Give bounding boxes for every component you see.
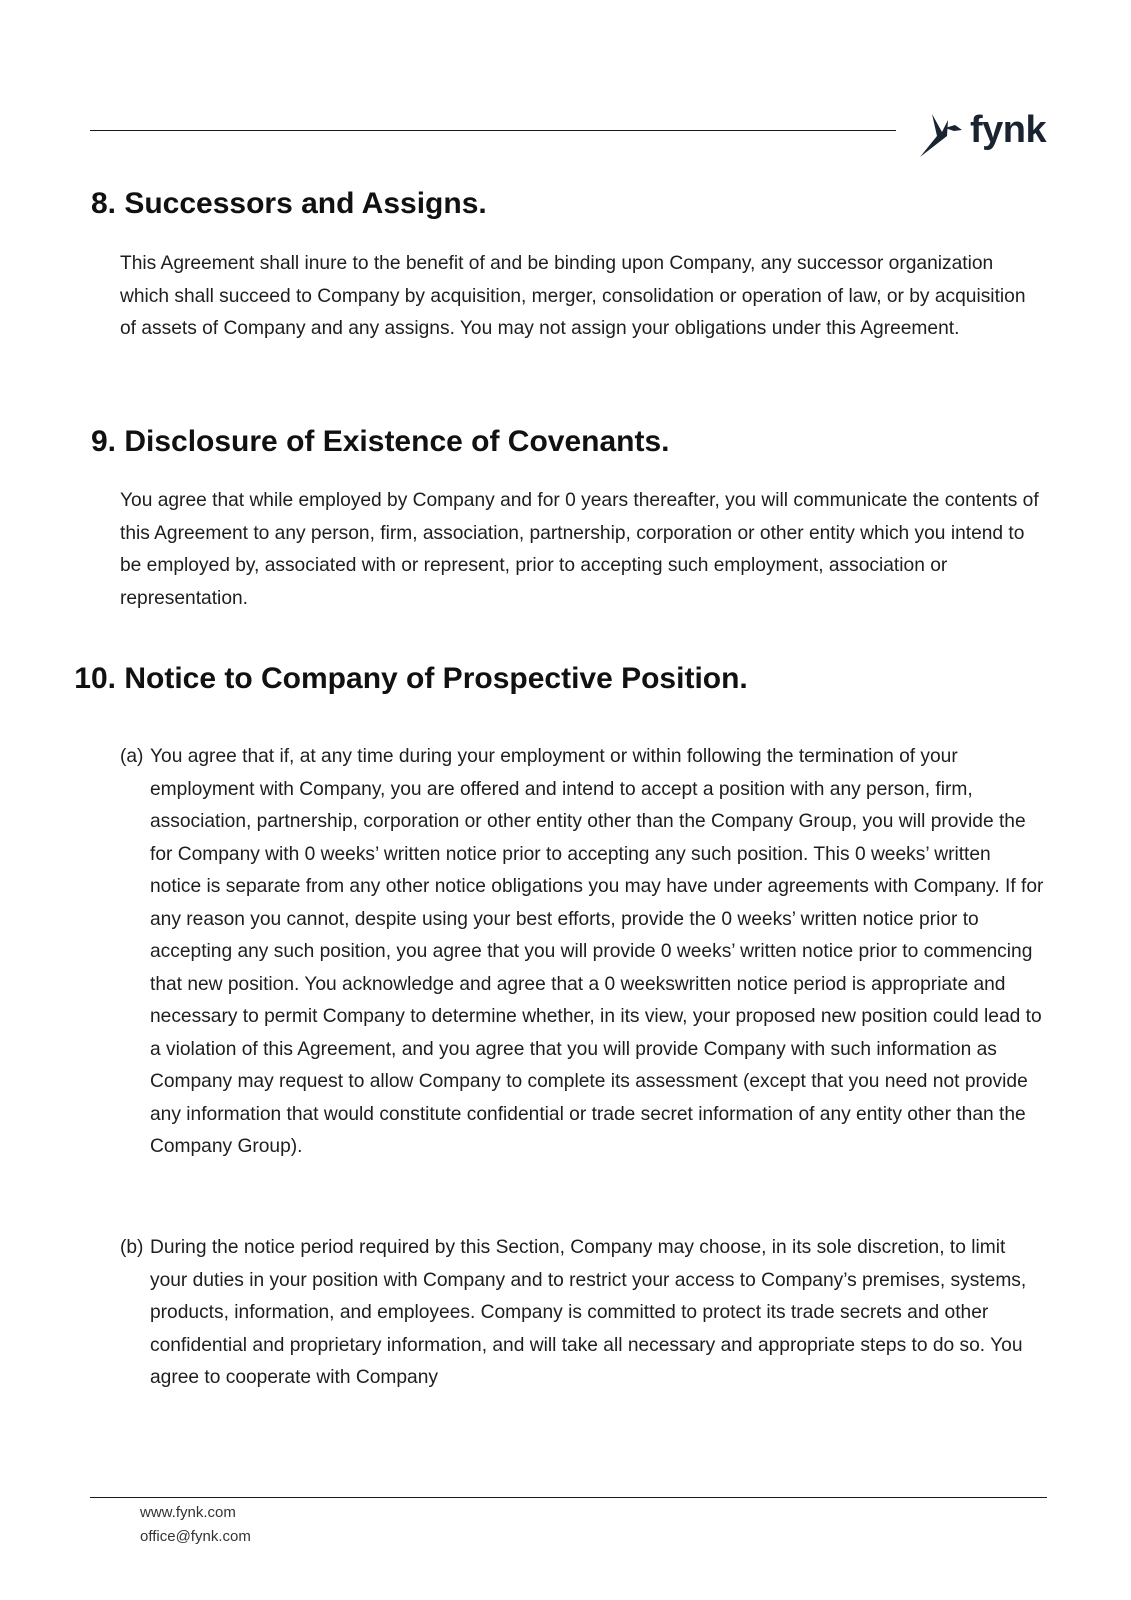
section-10-item-a bbox=[120, 741, 1045, 1164]
item-label: (a) bbox=[120, 746, 144, 767]
section-10-heading bbox=[66, 661, 748, 697]
item-text: You agree that if, at any time during your employment or within following the termination of your employment with Company, you are offered and intend to accept a position with any person, firm, association, partnership, corporation or other entity other than the Company Group, you will provide the for Company with 0 weeks’ written notice prior to accepting any such position. This 0 weeks’ written notice is separate from any other notice obligations you may have under agreements with Company. If for any reason you cannot, despite using your best efforts, provide the 0 weeks’ written notice prior to accepting any such position, you agree that you will provide 0 weeks’ written notice prior to commencing that new position. You acknowledge and agree that a 0 weekswritten notice period is appropriate and necessary to permit Company to determine whether, in its view, your proposed new position could lead to a violation of this Agreement, and you agree that you will provide Company with such information as Company may request to allow Company to complete its assessment (except that you need not provide any information that would constitute confidential or trade secret information of any entity other than the Company Group). bbox=[150, 746, 1044, 1157]
section-number: 10. bbox=[74, 662, 116, 695]
section-number: 8. bbox=[90, 187, 116, 220]
section-8-heading bbox=[84, 186, 487, 222]
section-title: Disclosure of Existence of Covenants. bbox=[124, 425, 670, 458]
item-label: (b) bbox=[120, 1237, 144, 1258]
section-title: Successors and Assigns. bbox=[124, 187, 487, 220]
footer-divider bbox=[90, 1497, 1047, 1498]
footer-email: office@fynk.com bbox=[140, 1528, 251, 1545]
item-text: During the notice period required by this Section, Company may choose, in its sole discretion, to limit your duties in your position with Company and to restrict your access to Company’s premises, systems, products, information, and employees. Company is committed to protect its trade secrets and other confidential and proprietary information, and will take all necessary and appropriate steps to do so. You agree to cooperate with Company bbox=[150, 1237, 1027, 1388]
section-9-heading bbox=[84, 424, 670, 460]
footer-website: www.fynk.com bbox=[140, 1504, 236, 1521]
section-title: Notice to Company of Prospective Position. bbox=[124, 662, 748, 695]
section-number: 9. bbox=[90, 425, 116, 458]
section-8-body: This Agreement shall inure to the benefit of and be binding upon Company, any successor organization which shall succeed to Company by acquisition, merger, consolidation or operation of law, or by acquisition of assets of Company and any assigns. You may not assign your obligations under this Agreement. bbox=[120, 253, 1026, 339]
fynk-logo bbox=[918, 104, 1046, 160]
section-9-body: You agree that while employed by Company and for 0 years thereafter, you will communicate the contents of this Agreement to any person, firm, association, partnership, corporation or other entity which you intend to be employed by, associated with or represent, prior to accepting such employment, association or representation. bbox=[120, 490, 1039, 609]
logo-wordmark: fynk bbox=[970, 109, 1047, 151]
fynk-bird-icon bbox=[918, 106, 964, 158]
header-divider bbox=[90, 130, 896, 131]
section-10-item-b bbox=[120, 1232, 1045, 1395]
